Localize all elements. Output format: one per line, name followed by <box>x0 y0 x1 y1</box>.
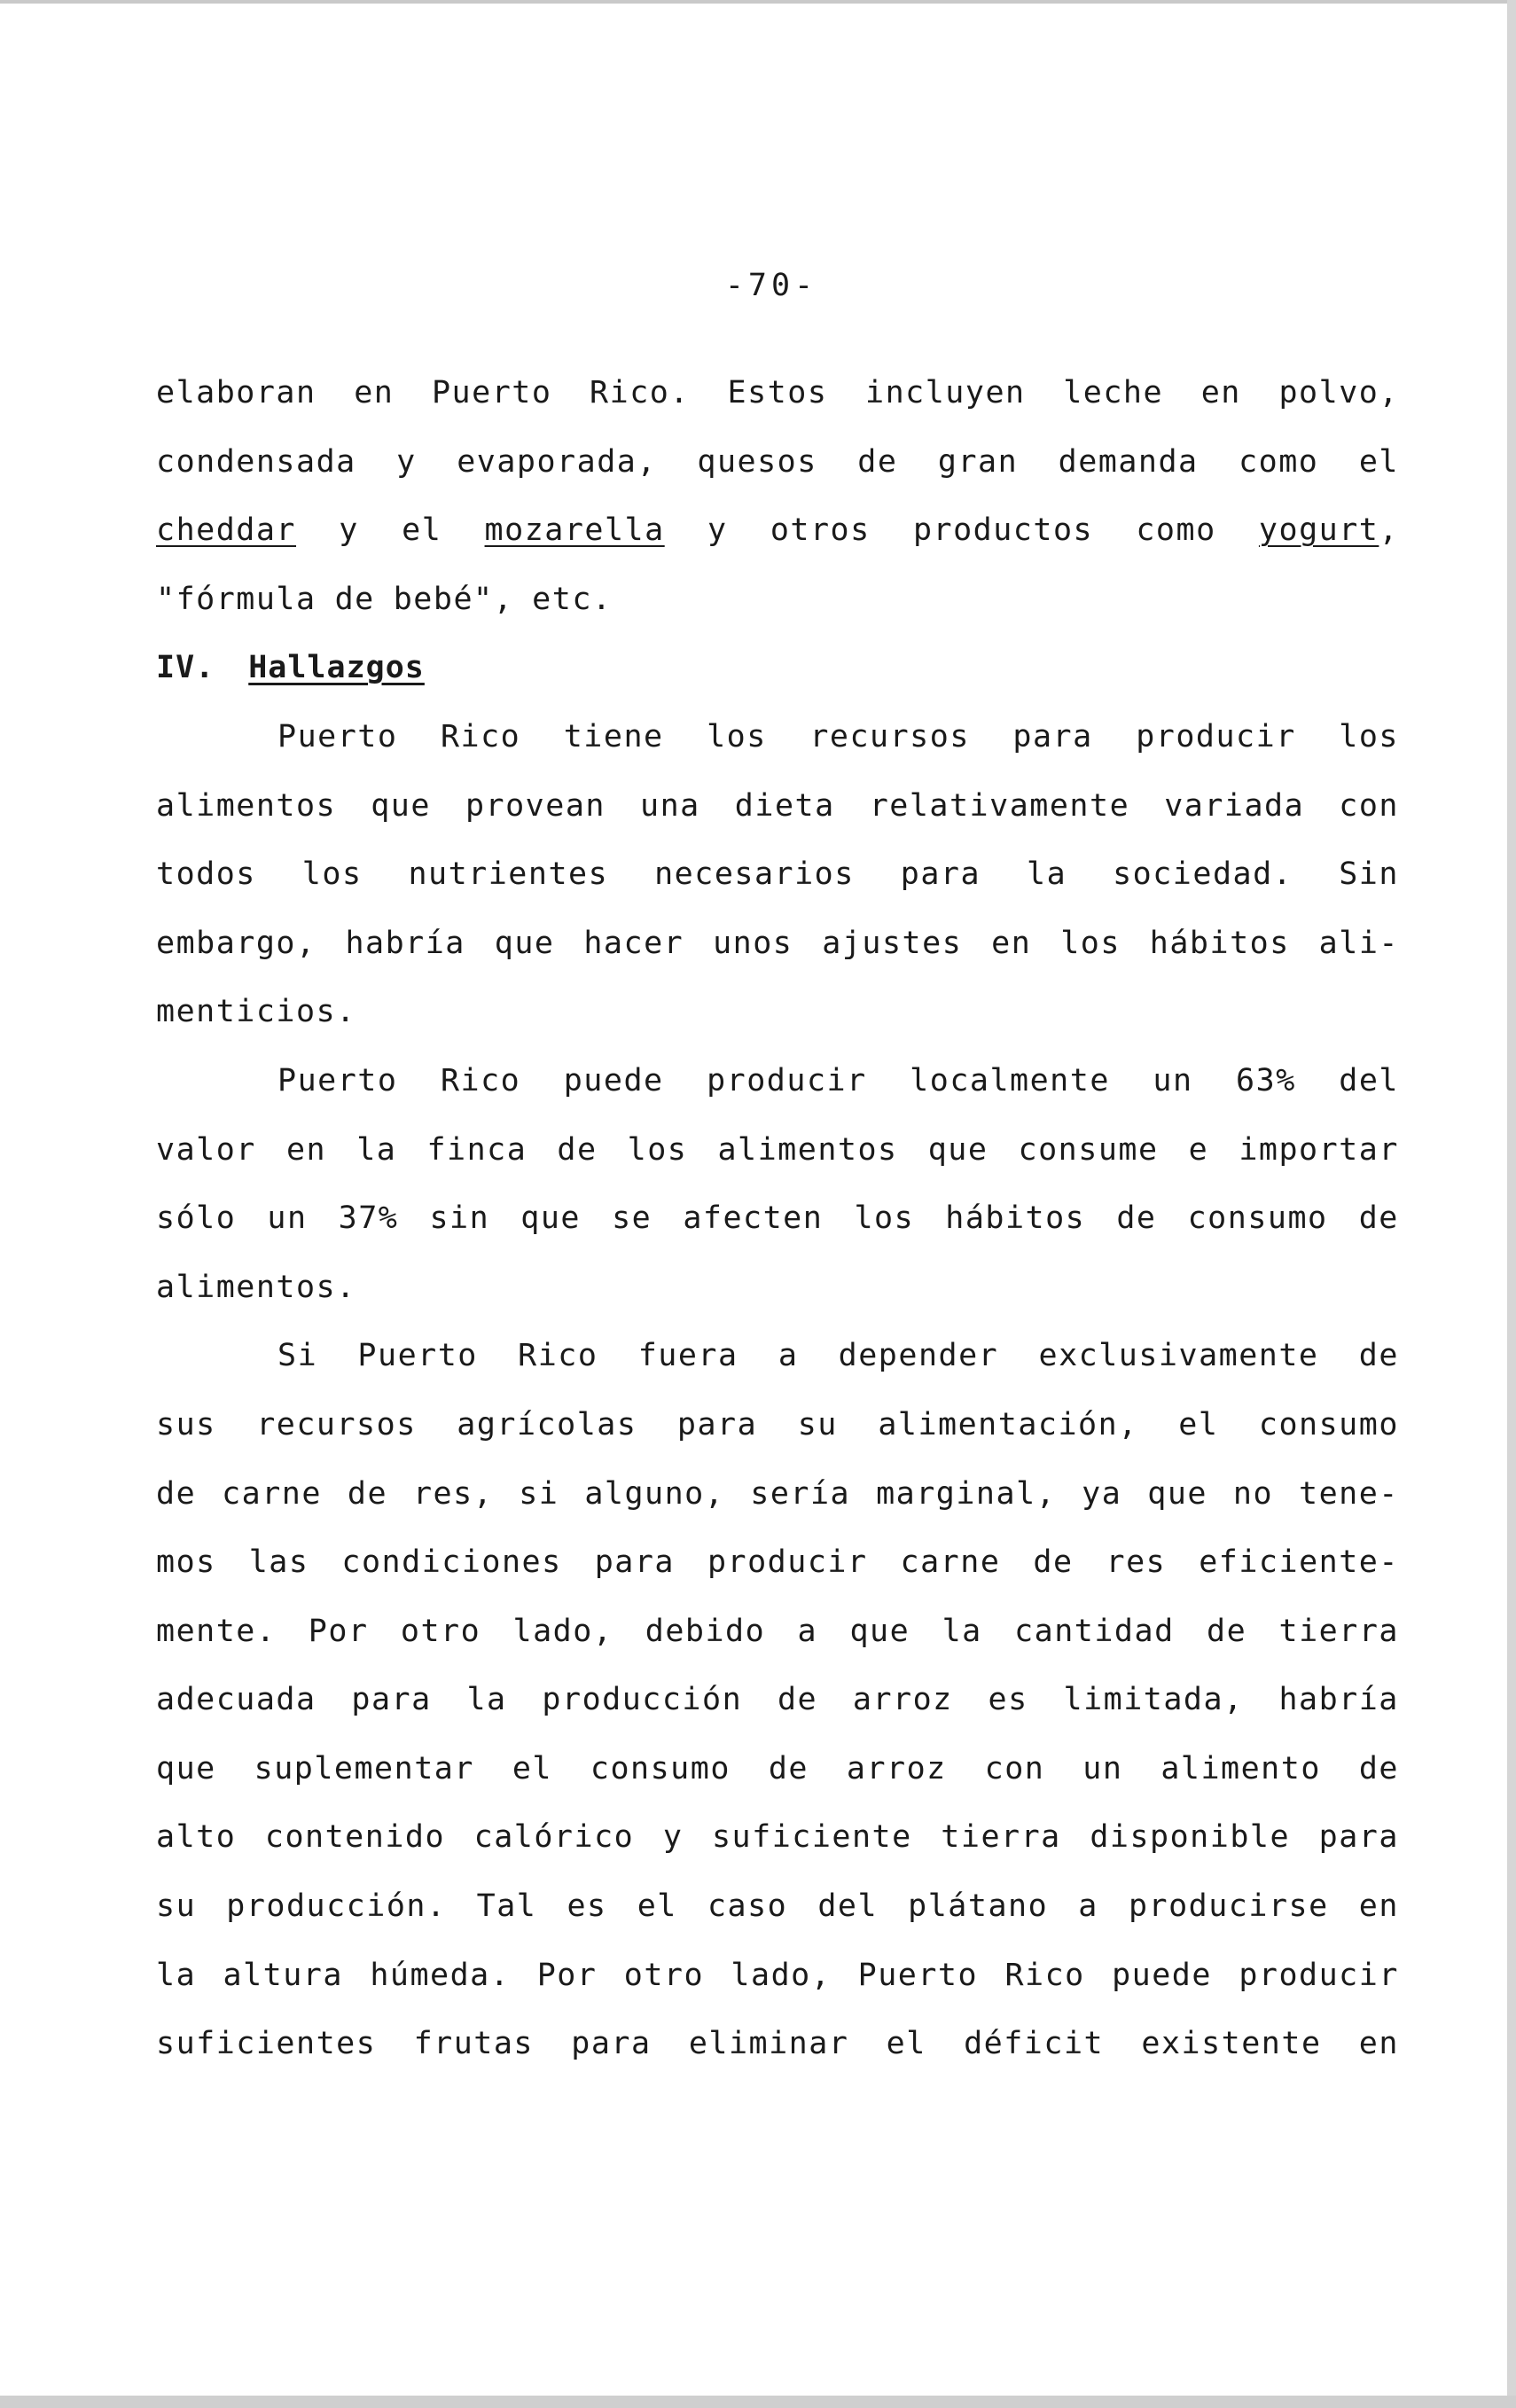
word: de <box>857 443 898 480</box>
word: de <box>1033 1544 1074 1581</box>
word: otro <box>400 1613 481 1649</box>
underlined-word: mozarella <box>484 512 665 549</box>
paragraph <box>156 1047 1399 1322</box>
word: provean <box>465 787 606 824</box>
word: se <box>612 1200 653 1237</box>
word: marginal, <box>876 1475 1057 1512</box>
word: condensada <box>156 443 356 480</box>
word: para <box>1318 1819 1399 1856</box>
word: frutas <box>413 2026 534 2062</box>
text-line <box>156 1322 1399 1391</box>
word: mos <box>156 1544 216 1581</box>
word: gran <box>937 443 1019 480</box>
text-line <box>156 978 1399 1047</box>
word: para <box>900 856 981 893</box>
page-number: -70- <box>724 268 818 303</box>
word: para <box>676 1406 758 1442</box>
word: es <box>988 1682 1028 1718</box>
word: que <box>927 1131 989 1168</box>
word: a <box>797 1613 818 1649</box>
word: del <box>1339 1062 1399 1098</box>
word: Rico <box>1004 1957 1085 1993</box>
word: y <box>339 512 359 549</box>
text-line <box>156 1047 1399 1116</box>
word: Estos <box>727 375 828 410</box>
word: suficientes <box>156 2026 377 2062</box>
word-underlined-yogurt: yogurt, <box>1258 512 1399 549</box>
text-line <box>156 1528 1399 1598</box>
word: con <box>1339 787 1399 824</box>
page-body <box>156 359 1399 2079</box>
word: producir <box>1239 1957 1399 1993</box>
text-line <box>156 496 1399 566</box>
word: producción. <box>226 1888 447 1925</box>
word: recursos <box>809 718 970 754</box>
word: menticios. <box>156 994 356 1030</box>
word: carne <box>222 1475 322 1512</box>
scan-edge-top <box>0 0 1516 4</box>
word: en <box>354 375 395 410</box>
word: alimentos <box>717 1131 898 1168</box>
text-line <box>156 566 1399 635</box>
word: fuera <box>637 1338 738 1374</box>
word: 37% <box>338 1200 399 1237</box>
word: embargo, <box>156 925 316 961</box>
word: necesarios <box>654 856 855 893</box>
word: como <box>1136 512 1216 549</box>
word: Rico. <box>590 375 690 410</box>
word: leche <box>1063 375 1164 410</box>
word: caso <box>707 1888 788 1925</box>
word: su <box>797 1406 838 1442</box>
text-line <box>156 359 1399 428</box>
scan-edge-right <box>1507 0 1516 2408</box>
word: contenido <box>264 1819 446 1856</box>
word: un <box>1153 1062 1193 1098</box>
word: si <box>519 1475 559 1512</box>
word: el <box>1178 1406 1219 1442</box>
underlined-word: yogurt <box>1258 512 1379 549</box>
text-line <box>156 1872 1399 1942</box>
text-line <box>156 2010 1399 2079</box>
word: una <box>640 787 700 824</box>
word: eliminar <box>688 2026 849 2062</box>
word: el <box>402 512 442 549</box>
word: que <box>849 1613 910 1649</box>
word: etc. <box>532 581 613 617</box>
word: tierra <box>941 1819 1061 1856</box>
word: e <box>1188 1131 1209 1168</box>
word: a <box>1078 1888 1098 1925</box>
word: hacer <box>583 925 684 961</box>
word: puede <box>563 1062 664 1098</box>
word: los <box>1060 925 1121 961</box>
word: para <box>351 1682 432 1718</box>
word: sería <box>750 1475 851 1512</box>
word: el <box>1358 443 1399 480</box>
text-line <box>156 1116 1399 1185</box>
word: lado, <box>731 1957 832 1993</box>
text-line <box>156 1391 1399 1460</box>
word: Por <box>536 1957 598 1993</box>
word: y <box>662 1819 684 1856</box>
word: los <box>627 1131 688 1168</box>
word: relativamente <box>869 787 1130 824</box>
word: de <box>1358 1200 1399 1237</box>
word: demanda <box>1058 443 1199 480</box>
word: producir <box>1136 718 1296 754</box>
word: habría <box>1278 1682 1399 1718</box>
word: tiene <box>563 718 664 754</box>
word: en <box>991 925 1032 961</box>
word: el <box>512 1750 552 1786</box>
word: de <box>1358 1750 1399 1786</box>
word: productos <box>912 512 1094 549</box>
word: producir <box>707 1062 867 1098</box>
paragraph <box>156 1322 1399 2079</box>
word: ajustes <box>822 925 963 961</box>
word: variada <box>1164 787 1305 824</box>
word: "fórmula <box>156 581 316 617</box>
word: la <box>942 1613 982 1649</box>
word: que <box>494 925 555 961</box>
word: húmeda. <box>370 1957 511 1993</box>
word: disponible <box>1090 1819 1291 1856</box>
word: para <box>1012 718 1093 754</box>
word: unos <box>713 925 793 961</box>
word: bebé", <box>393 581 514 617</box>
word: que <box>520 1200 581 1237</box>
word: elaboran <box>156 375 316 410</box>
word: consumo <box>590 1750 731 1786</box>
word: en <box>1200 375 1241 410</box>
word: nutrientes <box>408 856 609 893</box>
word: que <box>1147 1475 1207 1512</box>
text-line <box>156 772 1399 841</box>
word: de <box>1207 1613 1247 1649</box>
word: de <box>334 581 375 617</box>
text-line <box>156 1254 1399 1323</box>
section-title: Hallazgos <box>248 650 425 686</box>
word: arroz <box>846 1750 947 1786</box>
word: afecten <box>683 1200 824 1237</box>
word: Por <box>308 1613 369 1649</box>
word: producir <box>707 1544 868 1581</box>
word: los <box>854 1200 915 1237</box>
word: tierra <box>1278 1613 1399 1649</box>
word: otro <box>623 1957 705 1993</box>
word: de <box>1116 1200 1157 1237</box>
word: el <box>637 1888 677 1925</box>
word: hábitos <box>945 1200 1086 1237</box>
underlined-word: cheddar <box>156 512 297 549</box>
word: la <box>356 1131 397 1168</box>
word: alguno, <box>584 1475 725 1512</box>
word: sólo <box>156 1200 237 1237</box>
word: consumo <box>1258 1406 1399 1442</box>
word: res <box>1106 1544 1167 1581</box>
word: exclusivamente <box>1038 1338 1319 1374</box>
word: un <box>1082 1750 1123 1786</box>
word: debido <box>645 1613 766 1649</box>
word: depender <box>838 1338 999 1374</box>
word: en <box>285 1131 327 1168</box>
word: polvo, <box>1278 375 1399 410</box>
word: no <box>1232 1475 1274 1512</box>
text-line <box>156 1184 1399 1254</box>
word: condiciones <box>341 1544 562 1581</box>
word: déficit <box>964 2026 1105 2062</box>
word: alimentos. <box>156 1269 356 1305</box>
word: que <box>156 1750 216 1786</box>
word: otros <box>770 512 871 549</box>
word: Si <box>277 1338 318 1374</box>
paragraphs <box>156 703 1399 2079</box>
word: suficiente <box>711 1819 912 1856</box>
word: recursos <box>256 1406 417 1442</box>
word: sus <box>156 1406 216 1442</box>
word: de <box>1358 1338 1399 1374</box>
word: la <box>156 1957 197 1993</box>
word: limitada, <box>1063 1682 1244 1718</box>
word: un <box>267 1200 308 1237</box>
word: calórico <box>473 1819 635 1856</box>
text-line <box>156 1460 1399 1529</box>
text-line <box>156 703 1399 772</box>
text-line <box>156 910 1399 979</box>
word: puede <box>1112 1957 1212 1993</box>
section-number: IV. <box>156 650 215 686</box>
paragraph <box>156 703 1399 1047</box>
word: Rico <box>518 1338 598 1374</box>
word: y <box>396 443 417 480</box>
word: Rico <box>440 718 521 754</box>
word: Puerto <box>857 1957 979 1993</box>
word: ya <box>1082 1475 1122 1512</box>
word: quesos <box>697 443 817 480</box>
word: hábitos <box>1149 925 1290 961</box>
word: cantidad <box>1014 1613 1175 1649</box>
word: Puerto <box>277 1062 398 1098</box>
word: evaporada, <box>457 443 657 480</box>
word: a <box>778 1338 799 1374</box>
word: que <box>371 787 431 824</box>
word: la <box>1027 856 1067 893</box>
word: en <box>1358 1888 1399 1925</box>
word: valor <box>156 1131 256 1168</box>
word: de <box>156 1475 197 1512</box>
text-line <box>156 1942 1399 2011</box>
scan-edge-bottom <box>0 2396 1516 2408</box>
word: los <box>1339 718 1399 754</box>
word: su <box>156 1888 197 1925</box>
word: los <box>301 856 363 893</box>
word: para <box>571 2026 652 2062</box>
word: arroz <box>852 1682 953 1718</box>
word: ali- <box>1318 925 1399 961</box>
word: Puerto <box>277 718 398 754</box>
word: localmente <box>910 1062 1110 1098</box>
word: Rico <box>440 1062 521 1098</box>
word: res, <box>412 1475 494 1512</box>
word: 63% <box>1236 1062 1296 1098</box>
word: todos <box>156 856 256 893</box>
word: de <box>777 1682 818 1718</box>
word: los <box>707 718 767 754</box>
word: agrícolas <box>457 1406 637 1442</box>
word: Puerto <box>431 375 552 410</box>
word: incluyen <box>865 375 1026 410</box>
word: consumo <box>1187 1200 1328 1237</box>
word: sociedad. <box>1113 856 1293 893</box>
word: alimentación, <box>878 1406 1138 1442</box>
word: en <box>1358 2026 1399 2062</box>
word: producción <box>542 1682 743 1718</box>
word: importar <box>1239 1131 1399 1168</box>
word: dieta <box>734 787 835 824</box>
word: alimento <box>1160 1750 1321 1786</box>
word: el <box>886 2026 926 2062</box>
word: mente. <box>156 1613 277 1649</box>
text-line <box>156 840 1399 910</box>
word: de <box>347 1475 388 1512</box>
text-line <box>156 428 1399 497</box>
word: la <box>466 1682 507 1718</box>
text-line <box>156 1803 1399 1872</box>
word: habría <box>345 925 465 961</box>
word: de <box>768 1750 809 1786</box>
continuation-paragraph <box>156 359 1399 634</box>
text-line <box>156 1598 1399 1667</box>
word: Sin <box>1339 856 1399 893</box>
word: Tal <box>476 1888 537 1925</box>
word: sin <box>429 1200 490 1237</box>
word: carne <box>900 1544 1001 1581</box>
word: Puerto <box>357 1338 478 1374</box>
word: producirse <box>1128 1888 1329 1925</box>
word: y <box>707 512 728 549</box>
word: es <box>567 1888 607 1925</box>
word: tene- <box>1299 1475 1399 1512</box>
word: para <box>594 1544 675 1581</box>
word: con <box>984 1750 1045 1786</box>
section-heading <box>156 634 1399 703</box>
word: alimentos <box>156 787 337 824</box>
word: eficiente- <box>1199 1544 1399 1581</box>
word: plátano <box>908 1888 1049 1925</box>
word: altura <box>223 1957 343 1993</box>
word: suplementar <box>254 1750 474 1786</box>
text-line <box>156 1735 1399 1804</box>
word: de <box>557 1131 598 1168</box>
word: las <box>248 1544 309 1581</box>
word: como <box>1239 443 1319 480</box>
word: finca <box>426 1131 527 1168</box>
text-line <box>156 1666 1399 1735</box>
word: adecuada <box>156 1682 316 1718</box>
word: del <box>817 1888 879 1925</box>
word: lado, <box>512 1613 613 1649</box>
word: existente <box>1141 2026 1322 2062</box>
word: alto <box>156 1819 237 1856</box>
word: consume <box>1018 1131 1159 1168</box>
